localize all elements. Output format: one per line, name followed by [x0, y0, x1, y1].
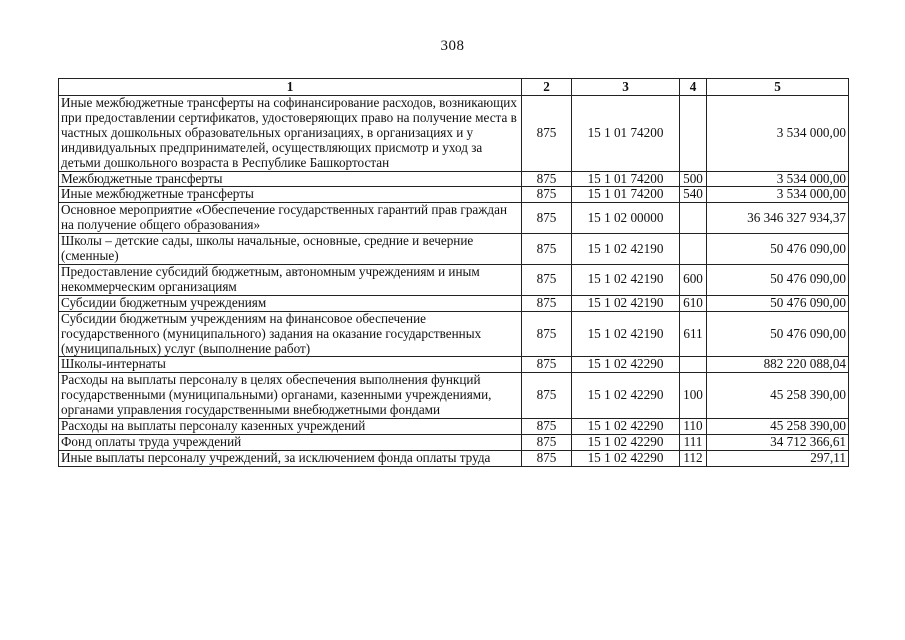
row-name-cell: Межбюджетные трансферты	[59, 171, 522, 187]
table-row	[59, 234, 849, 265]
row-amount-cell: 34 712 366,61	[707, 434, 849, 450]
row-col-3-cell: 15 1 02 00000	[572, 203, 680, 234]
table-header	[59, 79, 849, 96]
row-amount-cell: 297,11	[707, 450, 849, 466]
row-amount-cell: 50 476 090,00	[707, 264, 849, 295]
row-col-2-cell: 875	[522, 450, 572, 466]
row-col-3-cell: 15 1 02 42290	[572, 357, 680, 373]
row-col-2-cell: 875	[522, 295, 572, 311]
row-name-cell: Предоставление субсидий бюджетным, автономным учреждениям и иным некоммерческим организациям	[59, 264, 522, 295]
row-col-2-cell: 875	[522, 203, 572, 234]
row-name-cell: Иные межбюджетные трансферты на софинансирование расходов, возникающих при предоставлении сертификатов, удостоверяющих право на получение места в частных дошкольных образовательных организациях, в организациях и у индивидуальных предпринимателей, осуществляющих присмотр и уход за детьми дошкольного возраста в Республике Башкортостан	[59, 96, 522, 172]
row-col-4-cell	[680, 357, 707, 373]
row-col-4-cell	[680, 234, 707, 265]
header-row	[59, 79, 849, 96]
row-amount-cell: 50 476 090,00	[707, 295, 849, 311]
row-col-3-cell: 15 1 02 42290	[572, 450, 680, 466]
header-col-4: 4	[680, 79, 707, 96]
row-col-4-cell: 611	[680, 311, 707, 357]
row-col-3-cell: 15 1 02 42190	[572, 234, 680, 265]
row-col-3-cell: 15 1 02 42290	[572, 434, 680, 450]
row-col-2-cell: 875	[522, 171, 572, 187]
row-col-3-cell: 15 1 02 42190	[572, 295, 680, 311]
table-row	[59, 264, 849, 295]
row-col-4-cell: 100	[680, 373, 707, 419]
header-col-2: 2	[522, 79, 572, 96]
table-row	[59, 357, 849, 373]
row-col-2-cell: 875	[522, 96, 572, 172]
row-col-3-cell: 15 1 02 42190	[572, 264, 680, 295]
row-col-4-cell	[680, 96, 707, 172]
row-name-cell: Иные межбюджетные трансферты	[59, 187, 522, 203]
row-col-4-cell: 600	[680, 264, 707, 295]
table-row	[59, 450, 849, 466]
row-amount-cell: 50 476 090,00	[707, 311, 849, 357]
row-col-4-cell: 112	[680, 450, 707, 466]
row-name-cell: Субсидии бюджетным учреждениям	[59, 295, 522, 311]
row-col-3-cell: 15 1 02 42290	[572, 373, 680, 419]
table-row	[59, 295, 849, 311]
row-col-2-cell: 875	[522, 419, 572, 435]
row-col-2-cell: 875	[522, 187, 572, 203]
row-col-4-cell: 110	[680, 419, 707, 435]
row-name-cell: Школы – детские сады, школы начальные, основные, средние и вечерние (сменные)	[59, 234, 522, 265]
header-col-5: 5	[707, 79, 849, 96]
row-amount-cell: 45 258 390,00	[707, 373, 849, 419]
table-row	[59, 96, 849, 172]
header-col-3: 3	[572, 79, 680, 96]
row-col-4-cell: 111	[680, 434, 707, 450]
row-amount-cell: 3 534 000,00	[707, 96, 849, 172]
row-name-cell: Школы-интернаты	[59, 357, 522, 373]
row-col-4-cell: 610	[680, 295, 707, 311]
row-name-cell: Основное мероприятие «Обеспечение государственных гарантий прав граждан на получение общего образования»	[59, 203, 522, 234]
row-amount-cell: 3 534 000,00	[707, 171, 849, 187]
row-name-cell: Расходы на выплаты персоналу в целях обеспечения выполнения функций государственными (муниципальными) органами, казенными учреждениями, органами управления государственными внебюджетными фондами	[59, 373, 522, 419]
row-col-2-cell: 875	[522, 311, 572, 357]
row-col-2-cell: 875	[522, 434, 572, 450]
table-row	[59, 434, 849, 450]
row-col-3-cell: 15 1 02 42190	[572, 311, 680, 357]
table-row	[59, 171, 849, 187]
row-col-2-cell: 875	[522, 264, 572, 295]
budget-table	[58, 78, 849, 467]
row-amount-cell: 882 220 088,04	[707, 357, 849, 373]
row-name-cell: Иные выплаты персоналу учреждений, за исключением фонда оплаты труда	[59, 450, 522, 466]
row-name-cell: Расходы на выплаты персоналу казенных учреждений	[59, 419, 522, 435]
row-amount-cell: 45 258 390,00	[707, 419, 849, 435]
row-col-4-cell: 500	[680, 171, 707, 187]
header-col-1: 1	[59, 79, 522, 96]
table-row	[59, 187, 849, 203]
row-col-3-cell: 15 1 01 74200	[572, 96, 680, 172]
row-col-4-cell	[680, 203, 707, 234]
table-row	[59, 419, 849, 435]
table-body	[59, 96, 849, 467]
row-col-3-cell: 15 1 02 42290	[572, 419, 680, 435]
table-row	[59, 373, 849, 419]
row-col-4-cell: 540	[680, 187, 707, 203]
row-amount-cell: 50 476 090,00	[707, 234, 849, 265]
row-amount-cell: 3 534 000,00	[707, 187, 849, 203]
row-col-3-cell: 15 1 01 74200	[572, 171, 680, 187]
row-col-2-cell: 875	[522, 234, 572, 265]
table-row	[59, 311, 849, 357]
row-col-2-cell: 875	[522, 373, 572, 419]
row-name-cell: Фонд оплаты труда учреждений	[59, 434, 522, 450]
row-col-3-cell: 15 1 01 74200	[572, 187, 680, 203]
row-col-2-cell: 875	[522, 357, 572, 373]
row-name-cell: Субсидии бюджетным учреждениям на финансовое обеспечение государственного (муниципального) задания на оказание государственных (муниципальных) услуг (выполнение работ)	[59, 311, 522, 357]
page-number: 308	[440, 38, 465, 54]
row-amount-cell: 36 346 327 934,37	[707, 203, 849, 234]
table-row	[59, 203, 849, 234]
